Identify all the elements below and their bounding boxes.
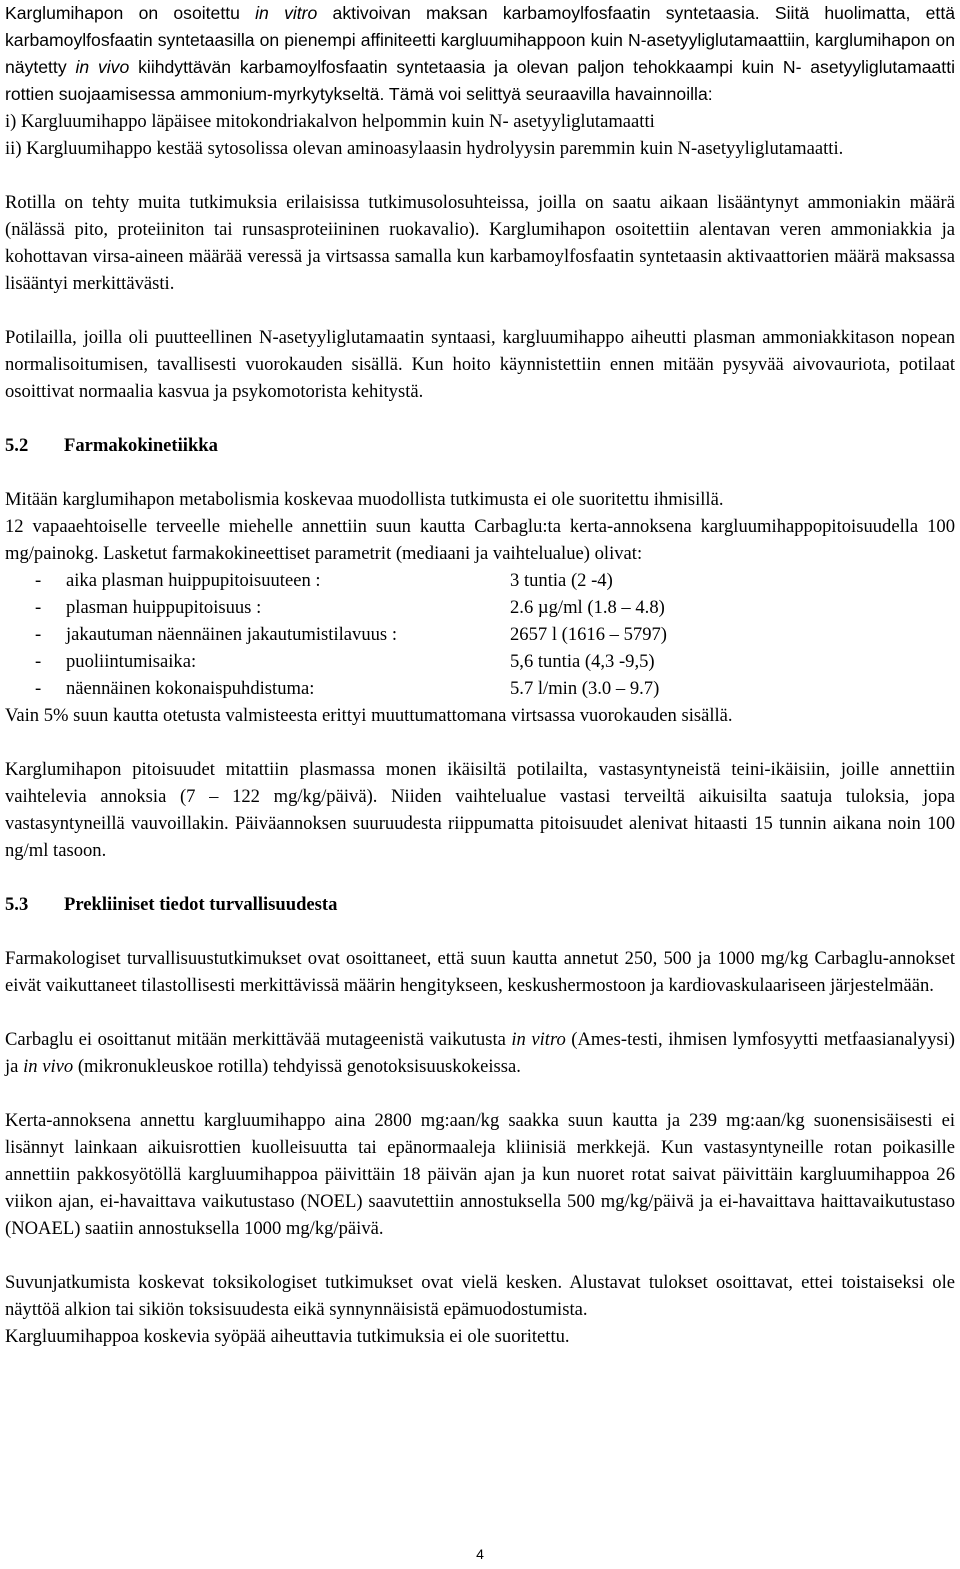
pk-parameter-row [5,594,955,621]
mechanism-intro-c: kiihdyttävän karbamoylfosfaatin syntetaasia ja olevan paljon tehokkaampi kuin N- asetyyliglutamaatti rottien suojaamisessa ammonium-myrkytykseltä. Tämä voi selittyä seuraavilla havainnoilla: [5,57,955,104]
genotox-text-c: (mikronukleuskoe rotilla) tehdyissä genotoksisuuskokeissa. [73,1056,521,1077]
mechanism-intro-italic2: in vivo [75,57,130,77]
list-dash: - [35,651,42,672]
parameter-label: aika plasman huippupitoisuuteen : [66,570,321,591]
reproduction-paragraph: Suvunjatkumista koskevat toksikologiset tutkimukset ovat vielä kesken. Alustavat tulokset osoittavat, ettei toistaiseksi ole näyttöä alkion tai sikiön toksisuudesta eikä synnynnäisistä epämuodostumista. [5,1272,955,1320]
parameter-value: 5.7 l/min (3.0 – 9.7) [510,678,660,699]
carcinogenicity-line: Kargluumihappoa koskevia syöpää aiheuttavia tutkimuksia ei ole suoritettu. [5,1326,570,1347]
parameter-value: 5,6 tuntia (4,3 -9,5) [510,651,655,672]
mechanism-intro-a: Karglumihapon on osoitettu [5,3,256,23]
genotox-text-b: (Ames-testi, ihmisen lymfosyytti metfaasianalyysi) ja [5,1029,955,1077]
mechanism-paragraph [5,0,955,108]
rat-studies-paragraph: Rotilla on tehty muita tutkimuksia erilaisissa tutkimusolosuhteissa, joilla on saatu aikaan lisääntynyt ammoniakin määrä (nälässä pito, proteiiniton tai runsasproteiininen ruokavalio). Karglumihapon osoitettiin alentavan veren ammoniakkia ja kohottavan virsa-aineen määrää veressä ja virtsassa samalla kun karbamoylfosfaatin syntetaasin aktivaattorien määrä maksassa lisääntyi merkittävästi. [5,192,955,294]
observation-item-i: i) Kargluumihappo läpäisee mitokondriakalvon helpommin kuin N- asetyyliglutamaatti [5,111,655,132]
pk-metabolism-line: Mitään karglumihapon metabolismia koskevaa muodollista tutkimusta ei ole suoritettu ihmisillä. [5,489,724,510]
pk-excretion-line: Vain 5% suun kautta otetusta valmisteesta erittyi muuttumattomana virtsassa vuorokauden sisällä. [5,705,733,726]
pk-pediatric-paragraph: Karglumihapon pitoisuudet mitattiin plasmassa monen ikäisiltä potilailta, vastasyntyneistä teini-ikäisiin, joille annettiin vaihtelevia annoksia (7 – 122 mg/kg/päivä). Niiden vaihtelualue vastasi terveiltä aikuisilta saatuja tuloksia, jopa vastasyntyneillä vauvoillakin. Päiväannoksen suuruudesta riippumatta pitoisuudet alenivat hitaasti 15 tunnin aikana noin 100 ng/ml tasoon. [5,759,955,861]
mechanism-intro-b: aktivoivan maksan karbamoylfosfaatin syntetaasia. Siitä huolimatta, että karbamoylfosfaatin syntetaasilla on pienempi affiniteetti kargluumihappoon kuin N-asetyyliglutamaattiin, karglumihapon on näytetty [5,3,955,77]
observation-item-ii: ii) Kargluumihappo kestää sytosolissa olevan aminoasylaasin hydrolyysin paremmin kuin N-asetyyliglutamaatti. [5,138,844,159]
list-dash: - [35,678,42,699]
parameter-label: puoliintumisaika: [66,651,197,672]
mechanism-intro-italic: in vitro [255,3,318,23]
section-number: 5.2 [5,435,29,456]
safety-pharmacology-paragraph: Farmakologiset turvallisuustutkimukset ovat osoittaneet, että suun kautta annetut 250, 500 ja 1000 mg/kg Carbaglu-annokset eivät vaikuttaneet tilastollisesti merkittävissä määrin hengitykseen, keskushermostoon ja kardiovaskulaariseen järjestelmään. [5,948,955,996]
list-dash: - [35,624,42,645]
section-heading-5-2 [5,432,955,459]
pk-parameter-row [5,648,955,675]
pk-parameter-row [5,621,955,648]
parameter-label: jakautuman näennäinen jakautumistilavuus : [66,624,397,645]
toxicity-paragraph: Kerta-annoksena annettu kargluumihappo aina 2800 mg:aan/kg saakka suun kautta ja 239 mg:aan/kg suonensisäisesti ei lisännyt lainkaan aikuisrottien kuolleisuutta tai epänormaaleja kliinisiä merkkejä. Kun vastasyntyneille rotan poikasille annettiin pakkosyötöllä kargluumihappoa päivittäin 18 päivän ajan ja kun nuoret rotat saivat päivittäin kargluumihappoa 26 viikon ajan, ei-havaittava vaikutustaso (NOEL) saavutettiin annostuksella 500 mg/kg/päivä ja ei-havaittava haittavaikutustaso (NOAEL) saatiin annostuksella 1000 mg/kg/päivä. [5,1110,955,1239]
genotox-italic: in vitro [511,1029,566,1050]
section-number: 5.3 [5,894,29,915]
pk-parameter-row [5,567,955,594]
pk-parameter-list [5,567,955,702]
genotox-italic2: in vivo [23,1056,74,1077]
pk-volunteers-line: 12 vapaaehtoiselle terveelle miehelle annettiin suun kautta Carbaglu:ta kerta-annoksena kargluumihappopitoisuudella 100 mg/painokg. Lasketut farmakokineettiset parametrit (mediaani ja vaihtelualue) olivat: [5,516,955,564]
genotoxicity-paragraph [5,1026,955,1080]
section-title: Prekliiniset tiedot turvallisuudesta [64,894,338,915]
parameter-value: 2657 l (1616 – 5797) [510,624,668,645]
list-dash: - [35,570,42,591]
pk-parameter-row [5,675,955,702]
section-heading-5-3 [5,891,955,918]
page-number: 4 [476,1546,484,1562]
parameter-label: näennäinen kokonaispuhdistuma: [66,678,315,699]
document-page [5,0,955,1350]
patients-paragraph: Potilailla, joilla oli puutteellinen N-asetyyliglutamaatin syntaasi, kargluumihappo aiheutti plasman ammoniakkitason nopean normalisoitumisen, tavallisesti vuorokauden sisällä. Kun hoito käynnistettiin ennen mitään pysyvää aivovauriota, potilaat osoittivat normaalia kasvua ja psykomotorista kehitystä. [5,327,955,402]
parameter-value: 3 tuntia (2 -4) [510,570,613,591]
parameter-value: 2.6 µg/ml (1.8 – 4.8) [510,597,665,618]
section-title: Farmakokinetiikka [64,435,218,456]
parameter-label: plasman huippupitoisuus : [66,597,262,618]
list-dash: - [35,597,42,618]
genotox-text-a: Carbaglu ei osoittanut mitään merkittävää mutageenistä vaikutusta [5,1029,512,1050]
